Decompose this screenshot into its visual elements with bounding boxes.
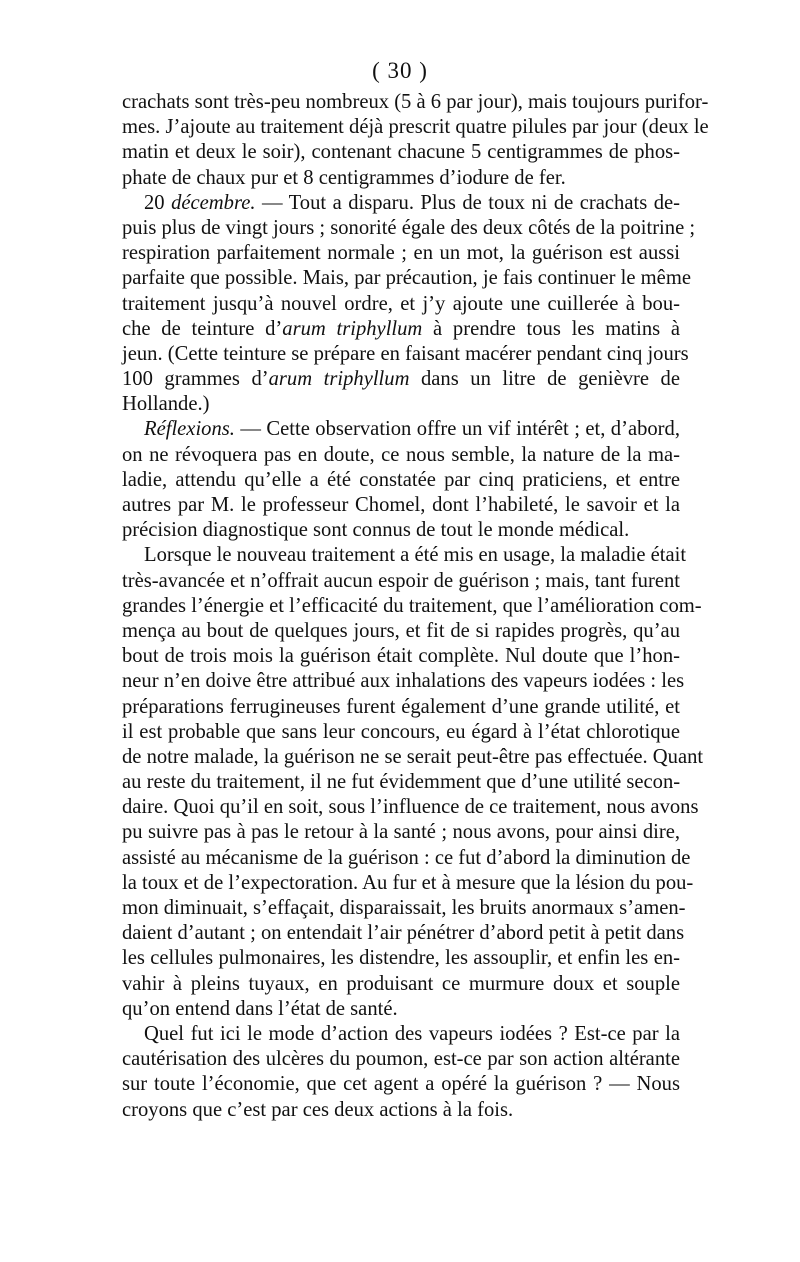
text-line: puis plus de vingt jours ; sonorité égale des deux côtés de la poitrine ; — [122, 216, 696, 239]
text-line: croyons que c’est par ces deux actions à la fois. — [122, 1098, 514, 1121]
italic-term: arum triphyllum — [268, 368, 410, 391]
text-line: respiration parfaitement normale ; en un mot, la guérison est aussi — [122, 242, 680, 265]
italic-term: arum triphyllum — [282, 317, 423, 340]
text-segment: — Tout a disparu. Plus de toux ni de crachats de- — [255, 191, 680, 214]
text-line: ladie, attendu qu’elle a été constatée par cinq praticiens, et entre — [122, 468, 680, 491]
text-line: Lorsque le nouveau traitement a été mis en usage, la maladie était — [144, 544, 687, 567]
text-line: matin et deux le soir), contenant chacune 5 centigrammes de phos- — [122, 141, 680, 164]
text-line: grandes l’énergie et l’efficacité du traitement, que l’amélioration com- — [122, 594, 702, 617]
text-line: très-avancée et n’offrait aucun espoir de guérison ; mais, tant furent — [122, 569, 680, 592]
text-line: neur n’en doive être attribué aux inhalations des vapeurs iodées : les — [122, 670, 685, 693]
text-line: Quel fut ici le mode d’action des vapeurs iodées ? Est-ce par la — [144, 1022, 680, 1045]
text-line: cautérisation des ulcères du poumon, est-ce par son action altérante — [122, 1048, 680, 1071]
text-line — [122, 367, 680, 392]
text-line: mes. J’ajoute au traitement déjà prescrit quatre pilules par jour (deux le — [122, 116, 709, 139]
text-line: daient d’autant ; on entendait l’air pénétrer d’abord petit à petit dans — [122, 922, 685, 945]
text-line — [122, 317, 680, 342]
text-segment: che de teinture d’ — [122, 317, 283, 340]
text-line: assisté au mécanisme de la guérison : ce fut d’abord la diminution de — [122, 846, 691, 869]
text-line: on ne révoquera pas en doute, ce nous semble, la nature de la ma- — [122, 443, 680, 466]
text-line: la toux et de l’expectoration. Au fur et à mesure que la lésion du pou- — [122, 871, 694, 894]
text-line: au reste du traitement, il ne fut évidemment que d’une utilité secon- — [122, 771, 681, 794]
text-line: autres par M. le professeur Chomel, dont l’habileté, le savoir et la — [122, 494, 680, 516]
text-segment: dans un litre de genièvre de — [409, 368, 680, 391]
text-line: traitement jusqu’à nouvel ordre, et j’y ajoute une cuillerée à bou- — [122, 292, 680, 315]
page-number: ( 30 ) — [372, 58, 428, 83]
text-line: les cellules pulmonaires, les distendre, les assouplir, et enfin les en- — [122, 947, 680, 970]
italic-term: décembre. — [171, 191, 256, 214]
italic-term: Réflexions. — [144, 418, 235, 441]
text-line — [122, 417, 680, 442]
text-segment: 20 — [144, 191, 172, 214]
text-line: Hollande.) — [122, 393, 210, 416]
text-line: parfaite que possible. Mais, par précaution, je fais continuer le même — [122, 267, 691, 290]
text-line: mença au bout de quelques jours, et fit de si rapides progrès, qu’au — [122, 619, 680, 642]
text-line: daire. Quoi qu’il en soit, sous l’influence de ce traitement, nous avons — [122, 796, 699, 819]
text-line: pu suivre pas à pas le retour à la santé ; nous avons, pour ainsi dire, — [122, 821, 680, 844]
text-line: qu’on entend dans l’état de santé. — [122, 997, 398, 1020]
text-segment: 100 grammes d’ — [122, 368, 269, 391]
text-line: préparations ferrugineuses furent également d’une grande utilité, et — [122, 695, 680, 718]
text-line: mon diminuait, s’effaçait, disparaissait, les bruits anormaux s’amen- — [122, 897, 686, 919]
text-line: sur toute l’économie, que cet agent a opéré la guérison ? — Nous — [122, 1073, 680, 1096]
text-line: précision diagnostique sont connus de tout le monde médical. — [122, 519, 630, 542]
text-line — [122, 191, 680, 216]
text-line: vahir à pleins tuyaux, en produisant ce murmure doux et souple — [122, 972, 680, 995]
text-line: jeun. (Cette teinture se prépare en faisant macérer pendant cinq jours — [122, 342, 689, 365]
text-line: phate de chaux pur et 8 centigrammes d’iodure de fer. — [122, 166, 566, 189]
body-text — [122, 90, 709, 1123]
text-line: il est probable que sans leur concours, eu égard à l’état chlorotique — [122, 720, 680, 743]
text-line: bout de trois mois la guérison était complète. Nul doute que l’hon- — [122, 645, 680, 668]
text-segment: — Cette observation offre un vif intérêt ; et, d’abord, — [234, 418, 680, 441]
text-segment: à prendre tous les matins à — [422, 317, 681, 340]
text-line: de notre malade, la guérison ne se serait peut-être pas effectuée. Quant — [122, 745, 704, 768]
text-line: crachats sont très-peu nombreux (5 à 6 par jour), mais toujours purifor- — [122, 91, 709, 113]
